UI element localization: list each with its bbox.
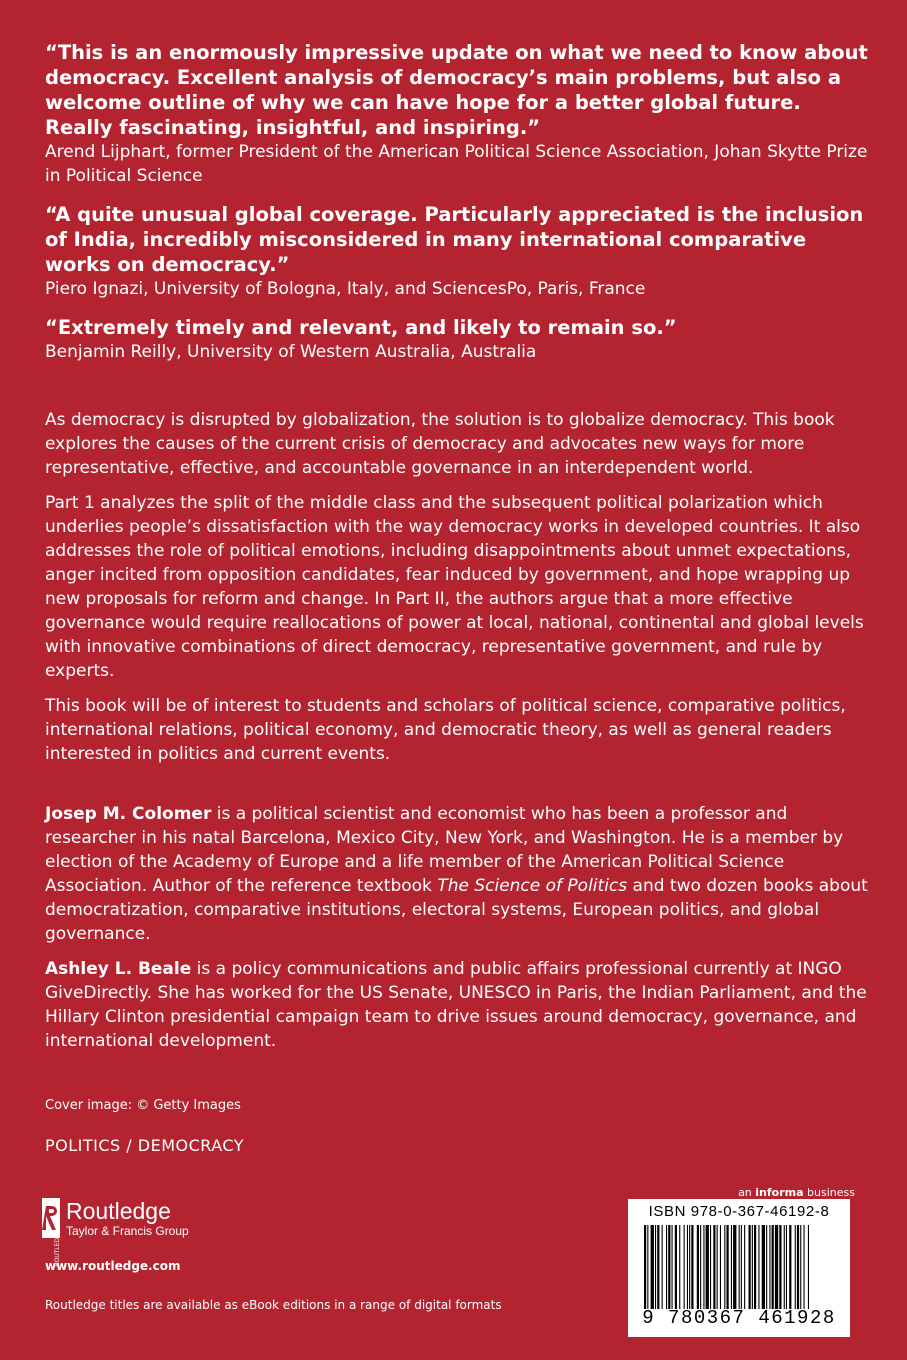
barcode-bar: [668, 1225, 670, 1309]
endorsement-quote: [45, 202, 870, 301]
author-name: Ashley L. Beale: [45, 959, 192, 979]
endorsement-quote: [45, 40, 870, 188]
barcode-bar: [703, 1225, 704, 1309]
barcode-bar: [744, 1225, 745, 1309]
quote-text: “A quite unusual global coverage. Particularly appreciated is the inclusion of India, incredibly misconsidered in many international comparative works on democracy.”: [45, 203, 864, 276]
informa-brand: informa: [755, 1186, 804, 1199]
publisher-website[interactable]: www.routledge.com: [45, 1259, 181, 1273]
routledge-r-icon: [42, 1198, 61, 1267]
barcode-bar: [766, 1225, 767, 1309]
publisher-name: Routledge: [66, 1198, 171, 1224]
barcode-bars: [634, 1225, 844, 1309]
barcode-bar: [797, 1225, 799, 1309]
publisher-group: Taylor & Francis Group: [66, 1224, 189, 1238]
quote-text: “Extremely timely and relevant, and likely to remain so.”: [45, 316, 677, 339]
barcode-bar: [689, 1225, 690, 1309]
quote-attribution: Arend Lijphart, former President of the American Political Science Association, Johan Skytte Prize in Political Science: [45, 142, 868, 186]
publisher-wordmark: [66, 1198, 189, 1238]
barcode-bar: [666, 1225, 667, 1309]
barcode-bar: [684, 1225, 685, 1309]
barcode-bar: [800, 1225, 801, 1309]
quote-attribution: Benjamin Reilly, University of Western Australia, Australia: [45, 342, 537, 362]
bio-text: is a policy communications and public affairs professional currently at INGO GiveDirectly. She has worked for the US Senate, UNESCO in Paris, the Indian Parliament, and the Hillary Clinton presidential campaign team to drive issues around democracy, governance, and international development.: [45, 959, 867, 1051]
author-bios: [45, 802, 870, 1053]
barcode-bar: [697, 1225, 699, 1309]
barcode-bar: [769, 1225, 770, 1309]
author-name: Josep M. Colomer: [45, 804, 212, 824]
informa-prefix: an: [738, 1186, 756, 1199]
barcode-bar: [775, 1225, 778, 1309]
barcode-bar: [706, 1225, 709, 1309]
quote-text: “This is an enormously impressive update on what we need to know about democracy. Excellent analysis of democracy’s main problems, but also a welcome outline of why we can have hope for a better global future. Really fascinating, insightful, and inspiring.”: [45, 41, 868, 139]
barcode-bar: [789, 1225, 791, 1309]
back-cover-content: [45, 40, 870, 1064]
isbn-label: ISBN 978-0-367-46192-8: [648, 1203, 830, 1220]
barcode-bar: [713, 1225, 715, 1309]
barcode-bar: [710, 1225, 711, 1309]
informa-suffix: business: [803, 1186, 855, 1199]
barcode-bar: [700, 1225, 701, 1309]
barcode-bar: [691, 1225, 693, 1309]
informa-business-label: [738, 1186, 855, 1199]
cover-image-credit: Cover image: © Getty Images: [45, 1098, 241, 1113]
barcode-bar: [727, 1225, 729, 1309]
barcode-bar: [762, 1225, 765, 1309]
bio-text: and two dozen books about democratization, comparative institutions, electoral systems, European politics, and global governance.: [45, 876, 868, 944]
barcode-bar: [657, 1225, 659, 1309]
endorsement-quote: [45, 315, 870, 364]
barcode-bar: [741, 1225, 742, 1309]
description-paragraph: This book will be of interest to students and scholars of political science, comparative politics, international relations, political economy, and democratic theory, as well as general readers interested in politics and current events.: [45, 696, 846, 764]
barcode-bar: [772, 1225, 774, 1309]
subject-category: POLITICS / DEMOCRACY: [45, 1136, 245, 1155]
barcode-bar: [749, 1225, 751, 1309]
barcode-bar: [808, 1225, 809, 1309]
barcode-bar: [731, 1225, 732, 1309]
barcode-bar: [717, 1225, 718, 1309]
barcode-bar: [779, 1225, 781, 1309]
barcode-bar: [651, 1225, 654, 1309]
barcode-bar: [758, 1225, 759, 1309]
barcode-bar: [733, 1225, 736, 1309]
isbn-barcode: [628, 1199, 850, 1337]
barcode-bar: [795, 1225, 796, 1309]
author-bio: [45, 957, 870, 1053]
bio-text: is a political scientist and economist who has been a professor and researcher in his natal Barcelona, Mexico City, New York, and Washington. He is a member by election of the Academy of Europe and a life member of the American Political Science Association. Author of the reference textbook: [45, 804, 844, 896]
ean-digits: 9 780367 461928: [642, 1307, 836, 1329]
barcode-bar: [679, 1225, 680, 1309]
description-paragraph: As democracy is disrupted by globalization, the solution is to globalize democracy. This book explores the causes of the current crisis of democracy and advocates new ways for more representative, effective, and accountable governance in an interdependent world.: [45, 410, 835, 478]
book-title: The Science of Politics: [437, 876, 628, 896]
description-paragraph: Part 1 analyzes the split of the middle class and the subsequent political polarization which underlies people’s dissatisfaction with the way democracy works in developed countries. It also addresses the role of political emotions, including disappointments about unmet expectations, anger incited from opposition candidates, fear induced by government, and hope wrapping up new proposals for reform and change. In Part II, the authors argue that a more effective governance would require reallocations of power at local, national, continental and global levels with innovative combinations of direct democracy, representative government, and rule by experts.: [45, 493, 864, 681]
barcode-bar: [655, 1225, 656, 1309]
svg-text:ROUTLEDGE: ROUTLEDGE: [55, 1229, 61, 1267]
barcode-bar: [672, 1225, 673, 1309]
barcode-bar: [739, 1225, 740, 1309]
quote-attribution: Piero Ignazi, University of Bologna, Italy, and SciencesPo, Paris, France: [45, 279, 646, 299]
barcode-bar: [784, 1225, 785, 1309]
barcode-bar: [752, 1225, 753, 1309]
barcode-bar: [687, 1225, 688, 1309]
barcode-bar: [804, 1225, 805, 1309]
book-description: [45, 408, 870, 766]
ebook-note: Routledge titles are available as eBook editions in a range of digital formats: [45, 1298, 502, 1312]
barcode-bar: [647, 1225, 648, 1309]
barcode-bar: [786, 1225, 787, 1309]
barcode-bar: [724, 1225, 725, 1309]
barcode-bar: [720, 1225, 721, 1309]
barcode-bar: [644, 1225, 646, 1309]
barcode-bar: [754, 1225, 756, 1309]
author-bio: [45, 802, 870, 946]
barcode-bar: [675, 1225, 677, 1309]
barcode-bar: [662, 1225, 663, 1309]
